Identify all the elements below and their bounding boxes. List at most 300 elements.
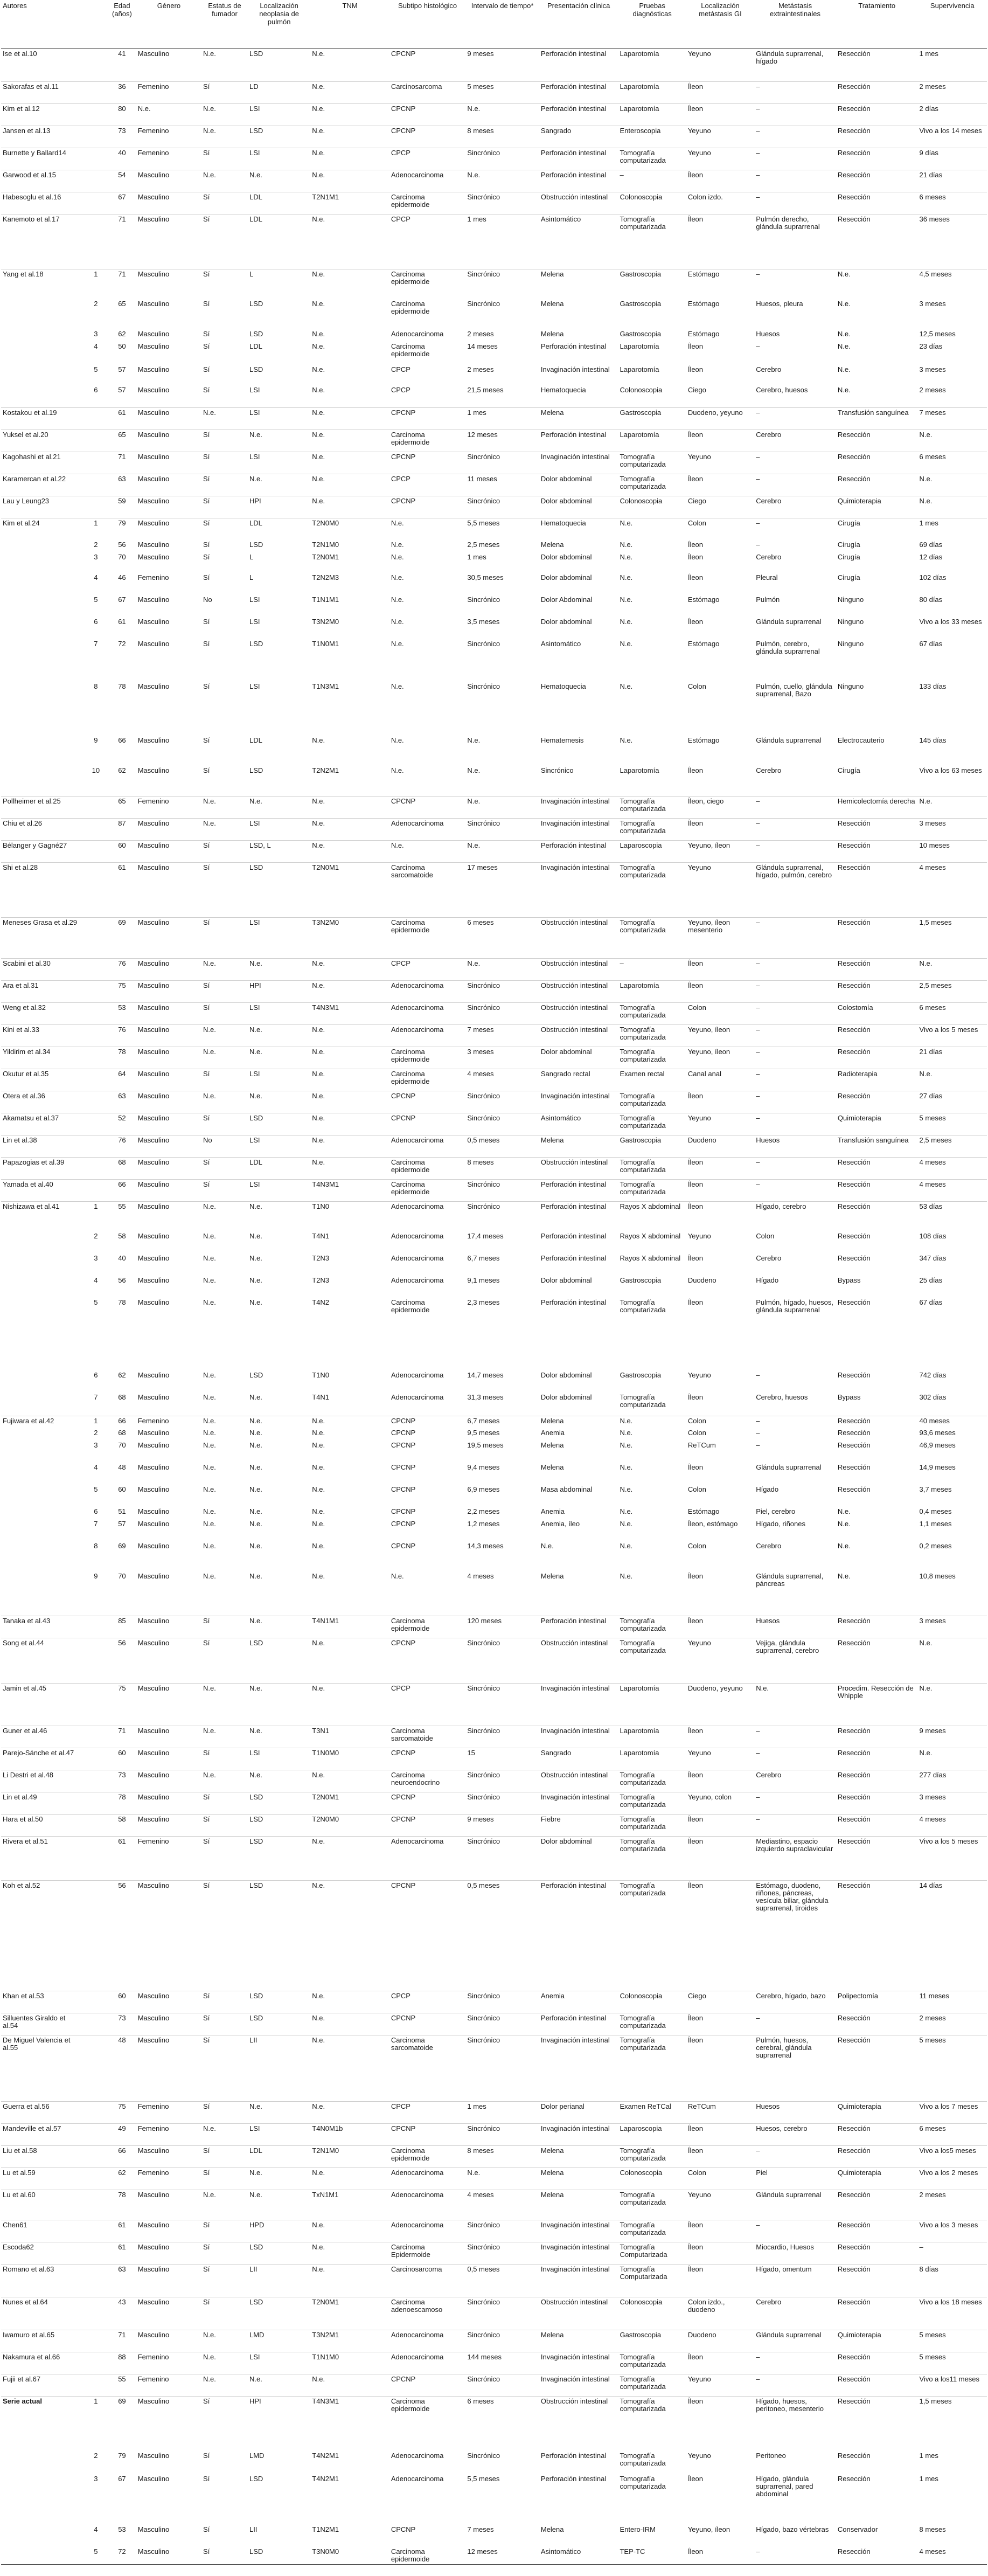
cell-intervalo: 14 meses [467, 342, 498, 350]
cell-localizacion: LSI [249, 386, 260, 394]
cell-estatus: N.e. [201, 1726, 248, 1748]
cell-tratamiento: Resección [836, 192, 918, 214]
cell-met-extra: – [754, 1726, 836, 1748]
table-row [1, 818, 987, 840]
cell-tnm: N.e. [310, 1047, 389, 1069]
cell-tratamiento: Resección [836, 1880, 918, 1991]
cell-tnm: N.e. [312, 365, 325, 373]
cell-case-number [84, 430, 108, 452]
cell-pruebas: Laparotomía [618, 1748, 686, 1770]
cell-estatus: Sí [201, 214, 248, 269]
cell-genero: Masculino [136, 862, 201, 917]
cell-presentacion: Dolor abdominal [539, 1836, 618, 1880]
cell-edad: 63 [108, 474, 136, 496]
cell-presentacion: Asintomático [539, 214, 618, 269]
cell-localizacion: N.e. [248, 796, 310, 818]
cell-presentacion: Perforación intestinal [539, 840, 618, 862]
table-row [1, 2190, 987, 2220]
cell-supervivencia: 2,5 meses [918, 1135, 987, 1157]
cell-pruebas: Enteroscopia [618, 126, 686, 148]
cell-case-number [84, 1836, 108, 1880]
cell-subtipo: Carcinoma neuroendocrino [389, 1770, 466, 1792]
cell-presentacion: Obstrucción intestinal [539, 192, 618, 214]
cell-subtipo: Carcinoma epidermoide [389, 1179, 466, 1201]
cell-loc-gi: Duodeno [686, 2330, 754, 2352]
cell-intervalo: Sincrónico [465, 1836, 539, 1880]
cell-estatus: Sí [201, 1157, 248, 1179]
cell-presentacion: Dolor perianal [539, 2101, 618, 2123]
cell-tnm: N.e. [310, 148, 389, 170]
cell-localizacion: LSD, L [248, 840, 310, 862]
cell-loc-gi: Íleon [686, 1836, 754, 1880]
table-row [1, 980, 987, 1002]
cell-loc-gi: Íleon [686, 1091, 754, 1113]
cell-supervivencia: N.e. [918, 1748, 987, 1770]
cell-subtipo: Adenocarcinoma [389, 2168, 466, 2190]
cell-presentacion: Invaginación intestinal [540, 365, 610, 373]
cell-estatus: Sí [201, 2264, 248, 2297]
cell-autores: Fujiwara et al.42 [1, 1416, 84, 1428]
cell-loc-gi: Ciego [687, 386, 706, 394]
cell-tnm: N.e. [310, 103, 389, 126]
cell-genero: Masculino [137, 386, 170, 394]
cell-supervivencia: 3 meses [918, 1616, 987, 1638]
header-loc-gi: Localización metástasis GI [686, 0, 754, 49]
cell-genero: Masculino [136, 1002, 201, 1024]
cell-case-number [84, 2013, 108, 2035]
cell-loc-gi: ReTCum [686, 2101, 754, 2123]
cell-localizacion: LSI [248, 917, 310, 958]
cell-loc-gi: Yeyuno [686, 862, 754, 917]
cell-case-number [84, 474, 108, 496]
cell-intervalo: 120 meses [465, 1616, 539, 1638]
cell-loc-gi: Íleon [687, 553, 704, 561]
cell-pruebas: Tomografía computarizada [618, 2352, 686, 2374]
cell-autores: Guerra et al.56 [1, 2101, 84, 2123]
table-row [1, 617, 987, 639]
cell-tnm: N.e. [312, 1429, 325, 1437]
cell-supervivencia: N.e. [918, 496, 987, 518]
cell-estatus: Sí [203, 553, 210, 561]
cell-autores: Okutur et al.35 [1, 1069, 84, 1091]
cell-tnm: N.e. [312, 1572, 325, 1580]
cell-presentacion: Invaginación intestinal [539, 2374, 618, 2396]
cell-tnm: N.e. [310, 126, 389, 148]
cell-intervalo: 14,3 meses [467, 1542, 504, 1550]
cell-autores [1, 1254, 84, 1276]
cell-subtipo: Adenocarcinoma [389, 1135, 466, 1157]
cell-subtipo: CPCNP [389, 2123, 466, 2145]
table-row [1, 2220, 987, 2242]
cell-supervivencia: 14 días [918, 1880, 987, 1991]
cell-autores: Bélanger y Gagné27 [1, 840, 84, 862]
cell-tratamiento: Ninguno [837, 595, 864, 604]
cell-edad: 65 [118, 300, 126, 308]
cell-pruebas: Gastroscopia [618, 407, 686, 430]
cell-tnm: T4N1 [312, 1232, 330, 1240]
cell-autores: Lin et al.49 [1, 1792, 84, 1814]
cell-localizacion: LSD [248, 1814, 310, 1836]
table-row [1, 552, 987, 573]
cell-intervalo: Sincrónico [467, 300, 500, 308]
cell-met-extra: Huesos [754, 2101, 836, 2123]
cell-met-extra: Cerebro, hígado, bazo [754, 1991, 836, 2013]
cell-estatus: N.e. [203, 1371, 216, 1379]
cell-genero: Masculino [136, 2297, 201, 2330]
cell-presentacion: Melena [539, 2145, 618, 2168]
cell-tratamiento: Resección [837, 1429, 871, 1437]
cell-tratamiento: N.e. [837, 1507, 851, 1515]
cell-estatus: N.e. [203, 1520, 216, 1528]
cell-subtipo: CPCP [391, 365, 410, 373]
cell-supervivencia: N.e. [918, 1069, 987, 1091]
cell-autores: Kim et al.12 [1, 103, 84, 126]
cell-met-extra: – [754, 81, 836, 103]
cell-tratamiento: Ninguno [837, 682, 864, 690]
cell-pruebas: N.e. [620, 1520, 633, 1528]
cell-tratamiento: Bypass [837, 1393, 861, 1401]
cell-tratamiento: Resección [837, 1232, 871, 1240]
cell-tratamiento: Cirugía [837, 541, 860, 549]
cell-met-extra: – [754, 1069, 836, 1091]
cell-met-extra: – [756, 1371, 760, 1379]
cell-subtipo: CPCNP [389, 1113, 466, 1135]
cell-localizacion: HPD [248, 2220, 310, 2242]
cell-tratamiento: Resección [836, 474, 918, 496]
cell-presentacion: Dolor abdominal [539, 474, 618, 496]
table-row [1, 2145, 987, 2168]
cell-edad: 78 [118, 1298, 126, 1306]
table-row [1, 540, 987, 552]
header-subtipo: Subtipo histológico [389, 0, 466, 49]
cell-tratamiento: Resección [837, 1463, 871, 1471]
cell-genero: Masculino [137, 1572, 170, 1580]
cell-localizacion: LDL [248, 1157, 310, 1179]
cell-case-number: 2 [94, 2452, 98, 2460]
cell-edad: 73 [108, 2013, 136, 2035]
cell-tratamiento: N.e. [837, 330, 851, 338]
cell-case-number: 2 [94, 541, 98, 549]
cell-localizacion: N.e. [248, 1770, 310, 1792]
cell-localizacion: N.e. [248, 1047, 310, 1069]
cell-case-number [84, 2220, 108, 2242]
cell-tratamiento: Polipectomía [836, 1991, 918, 2013]
cell-pruebas: Tomografía computarizada [618, 1047, 686, 1069]
cell-presentacion: Dolor abdominal [539, 496, 618, 518]
cell-genero: Masculino [136, 2242, 201, 2264]
cell-genero: Masculino [136, 2264, 201, 2297]
cell-intervalo: N.e. [465, 840, 539, 862]
cell-localizacion: N.e. [249, 1507, 262, 1515]
cell-autores [1, 540, 84, 552]
header-estatus: Estatus de fumador [201, 0, 248, 49]
cell-met-extra: Cerebro [754, 430, 836, 452]
cell-tratamiento: Resección [836, 2190, 918, 2220]
cell-subtipo: Carcinoma adenoescamoso [389, 2297, 466, 2330]
cell-met-extra: – [754, 407, 836, 430]
cell-case-number: 9 [94, 1572, 98, 1580]
table-row [1, 639, 987, 682]
table-row [1, 1047, 987, 1069]
cell-loc-gi: Íleon [686, 1179, 754, 1201]
cell-autores: Kostakou et al.19 [1, 407, 84, 430]
cell-loc-gi: Yeyuno [686, 1748, 754, 1770]
cell-genero: Masculino [137, 365, 170, 373]
cell-subtipo: Adenocarcinoma [389, 2330, 466, 2352]
cell-edad: 68 [118, 1393, 126, 1401]
cell-loc-gi: Íleon [686, 214, 754, 269]
cell-pruebas: Tomografía computarizada [618, 2035, 686, 2101]
cell-met-extra: Cerebro [756, 1542, 782, 1550]
cell-supervivencia: 0,4 meses [919, 1507, 952, 1515]
case-table [1, 0, 987, 2565]
cell-localizacion: N.e. [249, 1429, 262, 1437]
cell-localizacion: LSD [248, 1638, 310, 1683]
cell-supervivencia: 93,6 meses [919, 1429, 956, 1437]
cell-subtipo: CPCP [391, 386, 410, 394]
cell-pruebas: Tomografía computarizada [618, 1157, 686, 1179]
cell-tnm: N.e. [310, 958, 389, 980]
cell-presentacion: Sincrónico [540, 766, 574, 774]
cell-presentacion: Sangrado rectal [539, 1069, 618, 1091]
cell-case-number [84, 2297, 108, 2330]
cell-localizacion: N.e. [248, 958, 310, 980]
cell-genero: Masculino [136, 1047, 201, 1069]
table-row [1, 2242, 987, 2264]
cell-supervivencia: 2 meses [918, 2013, 987, 2035]
cell-supervivencia: N.e. [918, 1638, 987, 1683]
cell-edad: 76 [108, 1024, 136, 1047]
cell-edad: 60 [108, 1748, 136, 1770]
cell-genero: Femenino [136, 2101, 201, 2123]
cell-subtipo: Adenocarcinoma [391, 1232, 444, 1240]
cell-edad: 41 [108, 49, 136, 81]
cell-edad: 87 [108, 818, 136, 840]
cell-case-number [84, 1113, 108, 1135]
cell-subtipo: CPCNP [391, 2525, 416, 2533]
table-row [1, 1069, 987, 1091]
cell-genero: Masculino [136, 1024, 201, 1047]
cell-estatus: N.e. [201, 958, 248, 980]
cell-localizacion: LSI [248, 1002, 310, 1024]
cell-autores: Ise et al.10 [1, 49, 84, 81]
cell-autores [1, 639, 84, 682]
cell-loc-gi: Yeyuno [687, 1232, 711, 1240]
cell-tnm: T2N1M1 [310, 192, 389, 214]
table-row [1, 1770, 987, 1792]
cell-met-extra: Huesos [754, 1616, 836, 1638]
cell-loc-gi: Íleon [686, 81, 754, 103]
cell-genero: Masculino [136, 1880, 201, 1991]
table-row [1, 1135, 987, 1157]
cell-edad: 56 [108, 1880, 136, 1991]
cell-localizacion: L [248, 269, 310, 299]
cell-pruebas: Laparotomía [618, 103, 686, 126]
cell-intervalo: 0,5 meses [465, 2264, 539, 2297]
cell-pruebas: Tomografía computarizada [618, 2013, 686, 2035]
cell-case-number: 10 [92, 766, 100, 774]
cell-intervalo: 7 meses [465, 1024, 539, 1047]
cell-estatus: Sí [201, 862, 248, 917]
cell-subtipo: N.e. [391, 766, 404, 774]
cell-intervalo: Sincrónico [465, 1113, 539, 1135]
cell-case-number [84, 2123, 108, 2145]
cell-localizacion: LSD [249, 330, 263, 338]
cell-autores: Kini et al.33 [1, 1024, 84, 1047]
cell-presentacion: Invaginación intestinal [539, 2035, 618, 2101]
cell-edad: 75 [108, 980, 136, 1002]
cell-tnm: T3N2M1 [310, 2330, 389, 2352]
cell-supervivencia: 67 días [919, 640, 943, 648]
cell-supervivencia: 2 meses [918, 81, 987, 103]
cell-autores: Kagohashi et al.21 [1, 452, 84, 474]
cell-localizacion: N.e. [249, 1393, 262, 1401]
cell-subtipo: Carcinoma sarcomatoide [389, 1726, 466, 1748]
cell-subtipo: Carcinosarcoma [389, 81, 466, 103]
cell-supervivencia: 2,5 meses [918, 980, 987, 1002]
cell-edad: 76 [108, 1135, 136, 1157]
cell-tratamiento: N.e. [836, 269, 918, 299]
cell-tratamiento: Resección [836, 1179, 918, 1201]
table-row [1, 269, 987, 299]
cell-tratamiento: Resección [836, 2013, 918, 2035]
cell-estatus: Sí [201, 1880, 248, 1991]
cell-tnm: N.e. [310, 2220, 389, 2242]
cell-tnm: N.e. [312, 386, 325, 394]
cell-tratamiento: N.e. [837, 386, 851, 394]
cell-subtipo: Carcinoma epidermoide [389, 1047, 466, 1069]
cell-subtipo: Adenocarcinoma [389, 980, 466, 1002]
cell-case-number [84, 1069, 108, 1091]
cell-localizacion: LDL [249, 736, 262, 744]
cell-met-extra: – [754, 2374, 836, 2396]
cell-intervalo: N.e. [465, 796, 539, 818]
cell-estatus: Sí [201, 1991, 248, 2013]
cell-subtipo: CPCNP [389, 452, 466, 474]
cell-subtipo: Carcinoma epidermoide [389, 917, 466, 958]
cell-genero: Masculino [136, 2035, 201, 2101]
table-row [1, 1393, 987, 1416]
cell-localizacion: LII [249, 2525, 258, 2533]
cell-tnm: T2N0M1 [310, 2297, 389, 2330]
cell-localizacion: LSD [248, 2547, 310, 2565]
cell-met-extra: Glándula suprarrenal, hígado [754, 49, 836, 81]
cell-supervivencia: 3,7 meses [919, 1485, 952, 1493]
cell-tnm: N.e. [310, 81, 389, 103]
table-row [1, 452, 987, 474]
header-tnm: TNM [310, 0, 389, 49]
cell-genero: Masculino [137, 766, 170, 774]
cell-tnm: T3N2M0 [312, 618, 339, 626]
cell-estatus: Sí [203, 766, 210, 774]
cell-autores [1, 1231, 84, 1254]
cell-intervalo: 21,5 meses [467, 386, 504, 394]
cell-edad: 71 [108, 269, 136, 299]
cell-genero: Masculino [136, 452, 201, 474]
cell-genero: Masculino [136, 1683, 201, 1726]
cell-edad: 63 [108, 1091, 136, 1113]
cell-subtipo: Adenocarcinoma [391, 2452, 444, 2460]
cell-genero: Masculino [137, 2475, 170, 2483]
cell-autores: Kanemoto et al.17 [1, 214, 84, 269]
cell-estatus: N.e. [201, 49, 248, 81]
cell-loc-gi: Yeyuno [686, 2190, 754, 2220]
cell-pruebas: Laparotomía [618, 980, 686, 1002]
cell-tnm: T2N0M1 [310, 862, 389, 917]
cell-autores [1, 1485, 84, 1507]
cell-edad: 58 [108, 1814, 136, 1836]
cell-met-extra: – [754, 796, 836, 818]
cell-tratamiento: Resección [836, 2145, 918, 2168]
cell-subtipo: Adenocarcinoma [391, 1276, 444, 1284]
cell-tnm: T4N2 [312, 1298, 330, 1306]
cell-localizacion: LSI [248, 148, 310, 170]
cell-localizacion: N.e. [249, 1485, 262, 1493]
cell-autores [1, 2474, 84, 2525]
cell-case-number: 1 [84, 1201, 108, 1231]
cell-met-extra: Glándula suprarrenal, páncreas [756, 1572, 824, 1588]
cell-autores: Burnette y Ballard14 [1, 148, 84, 170]
cell-supervivencia: 10 meses [918, 840, 987, 862]
table-row [1, 1091, 987, 1113]
cell-intervalo: Sincrónico [465, 1991, 539, 2013]
cell-tnm: T4N3M1 [310, 1179, 389, 1201]
cell-localizacion: LSD [248, 49, 310, 81]
cell-supervivencia: 1,1 meses [919, 1520, 952, 1528]
cell-autores: Parejo-Sánche et al.47 [1, 1748, 84, 1770]
cell-autores [1, 682, 84, 736]
cell-case-number: 7 [94, 1520, 98, 1528]
cell-presentacion: Dolor abdominal [540, 1276, 592, 1284]
table-row [1, 49, 987, 81]
cell-presentacion: Hematoquecia [540, 682, 586, 690]
cell-presentacion: Melena [539, 1416, 618, 1428]
cell-estatus: Sí [201, 917, 248, 958]
cell-loc-gi: Íleon [686, 1880, 754, 1991]
cell-tratamiento: Cirugía [837, 766, 860, 774]
cell-supervivencia: N.e. [918, 430, 987, 452]
cell-estatus: Sí [201, 980, 248, 1002]
cell-subtipo: CPCNP [391, 1520, 416, 1528]
cell-autores [1, 595, 84, 617]
cell-presentacion: Perforación intestinal [540, 342, 607, 350]
cell-subtipo: CPCNP [391, 1429, 416, 1437]
cell-intervalo: 6,7 meses [465, 1416, 539, 1428]
cell-tnm: N.e. [312, 1520, 325, 1528]
cell-loc-gi: Íleon [686, 2242, 754, 2264]
cell-tratamiento: Resección [836, 2396, 918, 2451]
cell-case-number: 7 [94, 1393, 98, 1401]
cell-subtipo: N.e. [391, 595, 404, 604]
cell-tnm: N.e. [310, 1638, 389, 1683]
cell-case-number [84, 862, 108, 917]
cell-edad: 65 [108, 796, 136, 818]
cell-presentacion: Perforación intestinal [539, 1616, 618, 1638]
table-row [1, 2123, 987, 2145]
cell-genero: Femenino [136, 81, 201, 103]
cell-supervivencia: Vivo a los 5 meses [918, 1836, 987, 1880]
cell-met-extra: Hígado [756, 1276, 779, 1284]
cell-pruebas: – [618, 958, 686, 980]
cell-tratamiento: Resección [836, 1726, 918, 1748]
cell-localizacion: N.e. [248, 170, 310, 192]
cell-autores: Sakorafas et al.11 [1, 81, 84, 103]
cell-intervalo: 3 meses [465, 1047, 539, 1069]
cell-pruebas: Rayos X abdominal [618, 1201, 686, 1231]
cell-supervivencia: 12 días [919, 553, 943, 561]
cell-supervivencia: 9 meses [918, 1726, 987, 1748]
cell-met-extra: – [754, 126, 836, 148]
